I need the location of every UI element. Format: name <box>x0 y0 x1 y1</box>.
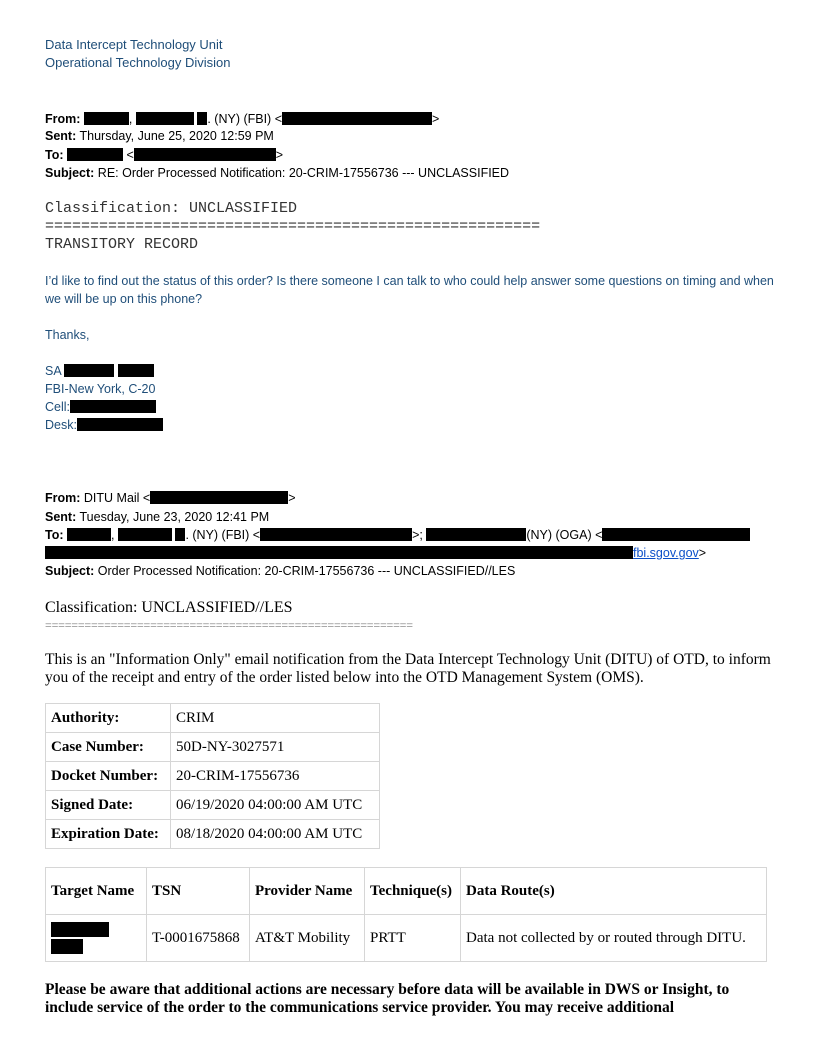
redaction <box>175 528 185 541</box>
redaction <box>77 418 163 431</box>
column-header: Data Route(s) <box>461 868 767 915</box>
order-value: 06/19/2020 04:00:00 AM UTC <box>171 791 380 820</box>
table-row <box>46 704 380 733</box>
redaction <box>67 528 111 541</box>
email1-body: I’d like to find out the status of this order? Is there someone I can talk to who could help answer some questions on timing and when we will be up on this phone? <box>45 274 774 306</box>
order-key: Authority: <box>46 704 171 733</box>
redaction <box>51 939 83 954</box>
redaction <box>45 546 633 559</box>
target-name-cell <box>46 915 147 962</box>
table-row <box>46 791 380 820</box>
tsn-cell: T-0001675868 <box>147 915 250 962</box>
unit-name: Data Intercept Technology Unit <box>45 37 223 52</box>
email1-to: To: < > <box>45 148 284 162</box>
redaction <box>426 528 526 541</box>
email2-divider: ======================================================== <box>45 618 413 632</box>
email2-classification: Classification: UNCLASSIFIED//LES <box>45 599 293 616</box>
order-key: Case Number: <box>46 733 171 762</box>
email2-body: This is an "Information Only" email notification from the Data Intercept Technology Unit (DITU) of OTD, to inform you of the receipt and entry of the order listed below into the OTD Management System (OMS). <box>45 651 771 686</box>
email1-divider: ======================================================= <box>45 218 541 235</box>
email2-subject: Subject: Order Processed Notification: 20-CRIM-17556736 --- UNCLASSIFIED//LES <box>45 564 516 578</box>
provider-cell: AT&T Mobility <box>250 915 365 962</box>
order-key: Expiration Date: <box>46 820 171 849</box>
email1-from: From: , . (NY) (FBI) < > <box>45 112 440 126</box>
signature-desk: Desk: <box>45 417 163 433</box>
technique-cell: PRTT <box>365 915 461 962</box>
redaction <box>70 400 156 413</box>
column-header: TSN <box>147 868 250 915</box>
redaction <box>197 112 207 125</box>
order-value: 50D-NY-3027571 <box>171 733 380 762</box>
redaction <box>134 148 276 161</box>
redaction <box>136 112 194 125</box>
signature-name: SA <box>45 363 154 379</box>
target-table <box>45 867 767 962</box>
column-header: Technique(s) <box>365 868 461 915</box>
signature-cell: Cell: <box>45 399 156 415</box>
order-value: 20-CRIM-17556736 <box>171 762 380 791</box>
email2-sent: Sent: Tuesday, June 23, 2020 12:41 PM <box>45 510 270 524</box>
signature-office: FBI-New York, C-20 <box>45 382 156 396</box>
redaction <box>118 528 172 541</box>
redaction <box>118 364 154 377</box>
table-row <box>46 733 380 762</box>
email1-classification: Classification: UNCLASSIFIED <box>45 200 298 217</box>
email2-to: To: , . (NY) (FBI) < >; (NY) (OGA) < <box>45 527 750 543</box>
order-details-table <box>45 703 380 849</box>
table-row <box>46 762 380 791</box>
email1-thanks: Thanks, <box>45 328 90 342</box>
redaction <box>260 528 412 541</box>
email2-from: From: DITU Mail < > <box>45 491 296 505</box>
transitory-record: TRANSITORY RECORD <box>45 236 199 253</box>
email1-subject: Subject: RE: Order Processed Notification: 20-CRIM-17556736 --- UNCLASSIFIED <box>45 166 510 180</box>
redaction <box>67 148 123 161</box>
email1-sent: Sent: Thursday, June 25, 2020 12:59 PM <box>45 129 274 143</box>
redaction <box>84 112 129 125</box>
order-value: 08/18/2020 04:00:00 AM UTC <box>171 820 380 849</box>
table-row <box>46 915 767 962</box>
email-domain-link[interactable]: fbi.sgov.gov <box>633 546 699 560</box>
route-cell: Data not collected by or routed through DITU. <box>461 915 767 962</box>
order-key: Docket Number: <box>46 762 171 791</box>
redaction <box>64 364 114 377</box>
table-header-row <box>46 868 767 915</box>
column-header: Target Name <box>46 868 147 915</box>
column-header: Provider Name <box>250 868 365 915</box>
order-key: Signed Date: <box>46 791 171 820</box>
redaction <box>150 491 288 504</box>
notice-text: Please be aware that additional actions are necessary before data will be available in DWS or Insight, to include service of the order to the communications service provider. You may receive additional <box>45 981 730 1016</box>
redaction <box>51 922 109 937</box>
email2-to-cont: fbi.sgov.gov> <box>45 545 706 561</box>
table-row <box>46 820 380 849</box>
order-value: CRIM <box>171 704 380 733</box>
redaction <box>282 112 432 125</box>
division-name: Operational Technology Division <box>45 55 231 70</box>
redaction <box>602 528 750 541</box>
